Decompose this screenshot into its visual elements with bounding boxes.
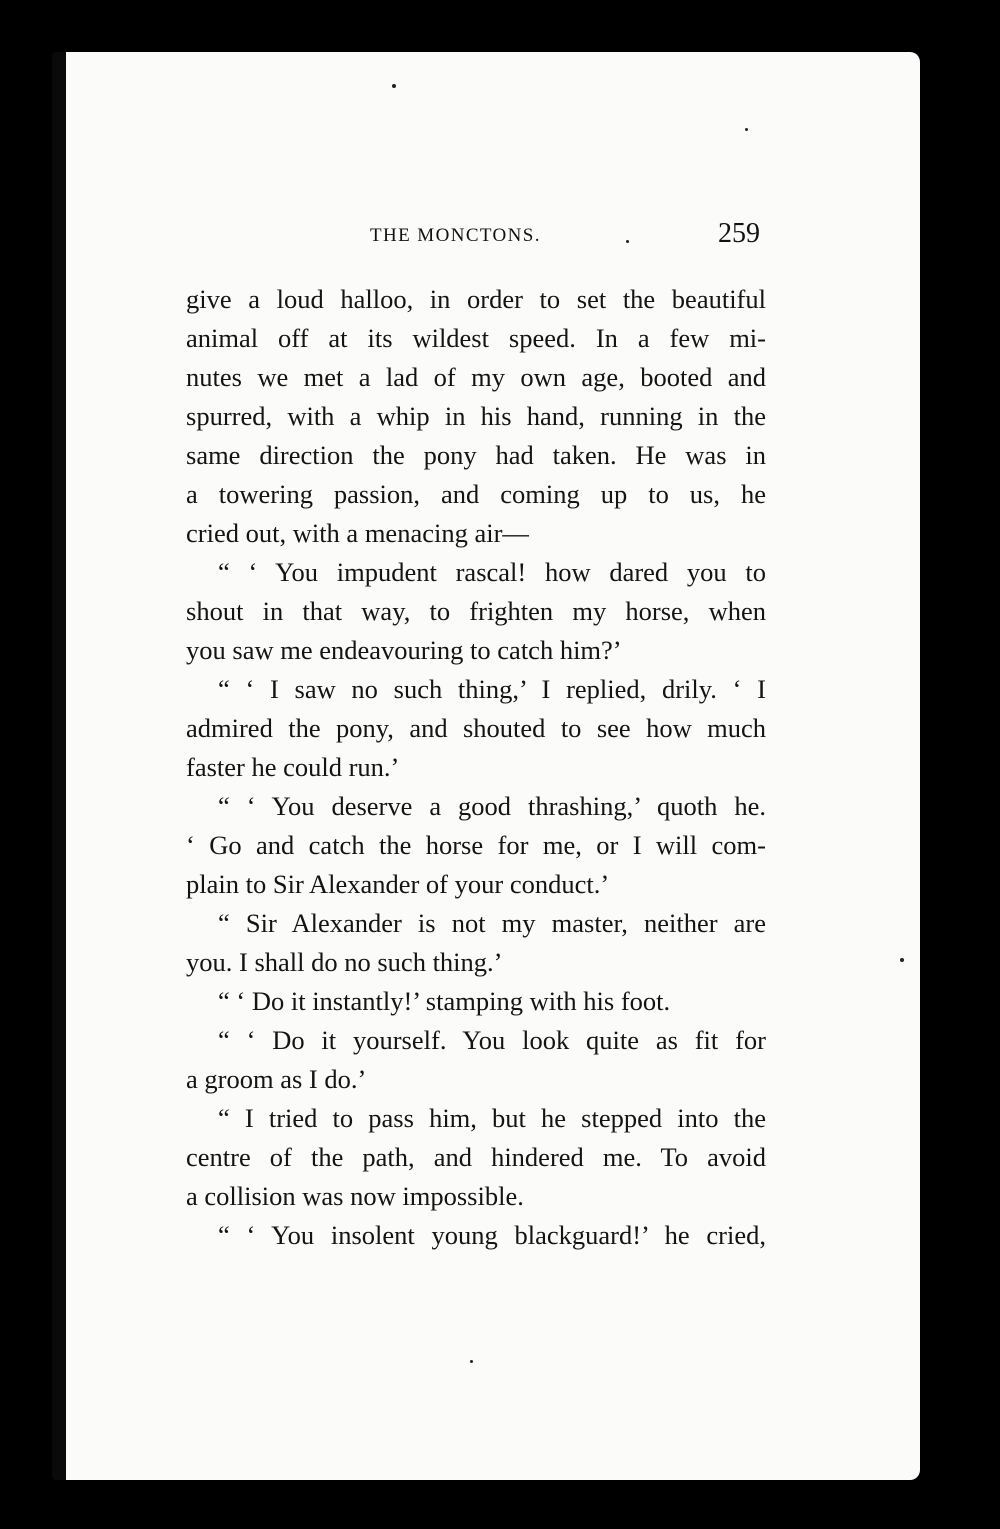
text-line: you. I shall do no such thing.’ <box>186 947 503 977</box>
text-line: ‘ Go and catch the horse for me, or I will com- <box>186 830 766 860</box>
text-line: a groom as I do.’ <box>186 1064 367 1094</box>
text-line: “ ‘ You insolent young blackguard!’ he cried, <box>218 1220 766 1250</box>
ink-speck <box>392 84 396 88</box>
text-line: “ I tried to pass him, but he stepped into the <box>218 1103 766 1133</box>
text-line: give a loud halloo, in order to set the beautiful <box>186 284 766 314</box>
text-line: centre of the path, and hindered me. To avoid <box>186 1142 766 1172</box>
text-line: cried out, with a menacing air— <box>186 518 529 548</box>
text-line: admired the pony, and shouted to see how much <box>186 713 766 743</box>
body-text <box>186 280 766 1255</box>
text-line: spurred, with a whip in his hand, running in the <box>186 401 766 431</box>
ink-speck <box>470 1360 473 1363</box>
page-number: 259 <box>718 218 760 249</box>
running-head-title: THE MONCTONS. <box>370 225 541 246</box>
text-line: nutes we met a lad of my own age, booted and <box>186 362 766 392</box>
text-line: plain to Sir Alexander of your conduct.’ <box>186 869 610 899</box>
text-line: a towering passion, and coming up to us, he <box>186 479 766 509</box>
text-line: “ Sir Alexander is not my master, neither are <box>218 908 766 938</box>
book-spine-shadow <box>52 52 66 1480</box>
text-line: “ ‘ You impudent rascal! how dared you to <box>218 557 766 587</box>
text-line: “ ‘ Do it yourself. You look quite as fit for <box>218 1025 766 1055</box>
ink-speck <box>900 958 904 962</box>
text-line: faster he could run.’ <box>186 752 400 782</box>
text-line: shout in that way, to frighten my horse, when <box>186 596 766 626</box>
text-line: “ ‘ I saw no such thing,’ I replied, drily. ‘ I <box>218 674 766 704</box>
text-line: a collision was now impossible. <box>186 1181 524 1211</box>
text-line: same direction the pony had taken. He was in <box>186 440 766 470</box>
text-line: animal off at its wildest speed. In a few mi- <box>186 323 766 353</box>
text-line: “ ‘ Do it instantly!’ stamping with his foot. <box>218 986 671 1016</box>
text-line: “ ‘ You deserve a good thrashing,’ quoth he. <box>218 791 766 821</box>
ink-speck <box>745 128 748 131</box>
ink-speck <box>626 240 629 243</box>
text-line: you saw me endeavouring to catch him?’ <box>186 635 622 665</box>
